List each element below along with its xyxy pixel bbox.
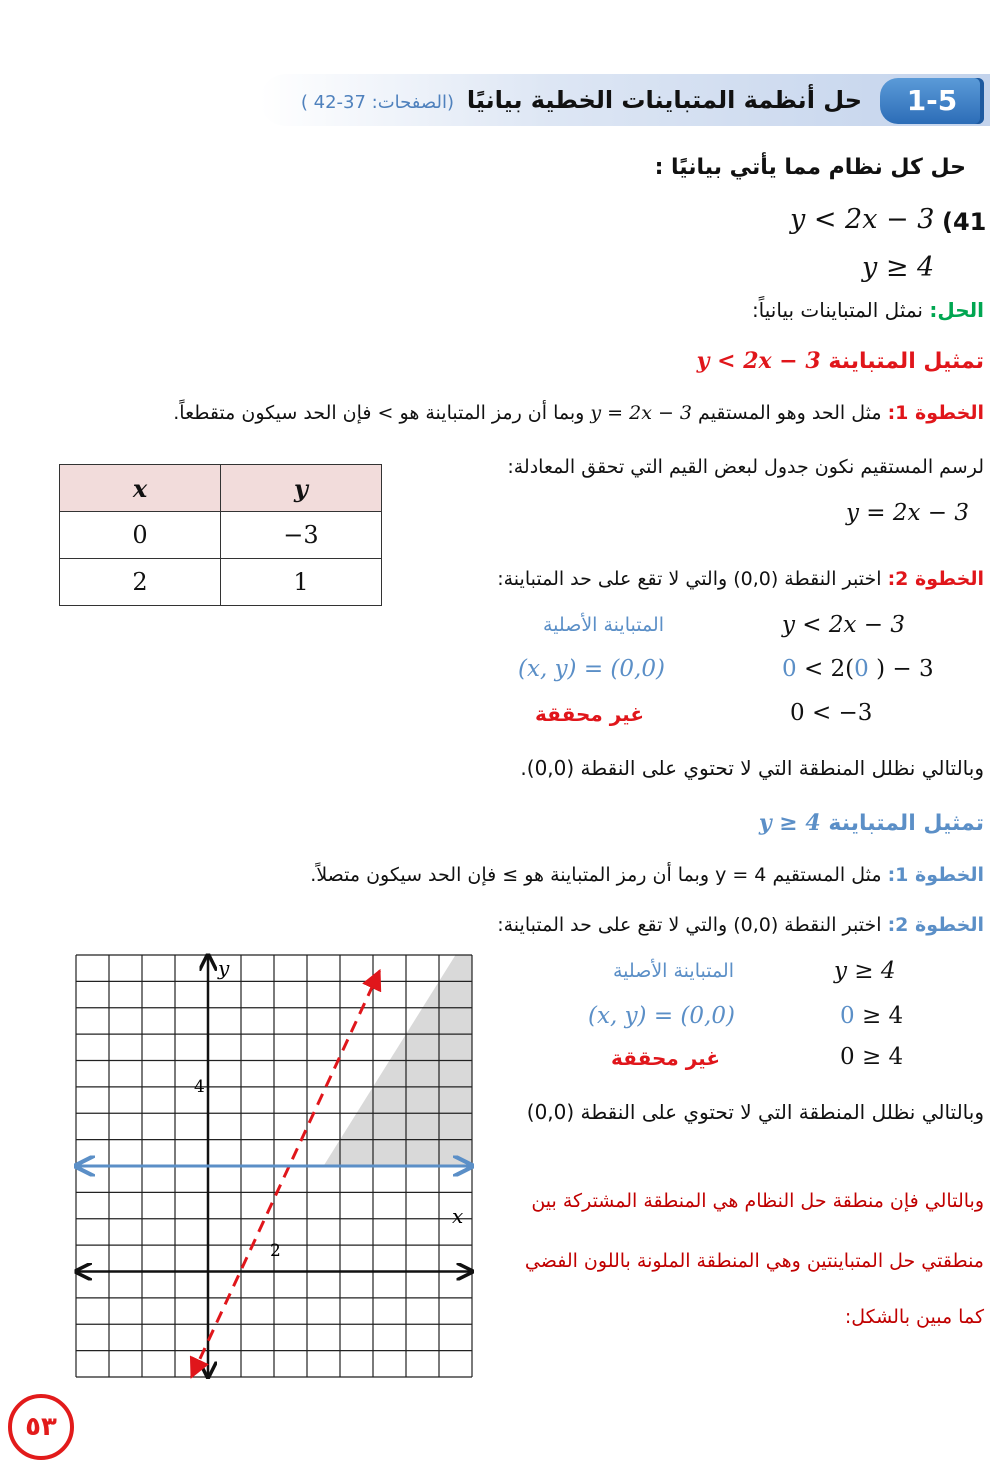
part2-sub-a: 0 xyxy=(840,1003,855,1029)
axis-x-label: x xyxy=(452,1204,464,1228)
part2-heading-math: y ≥ 4 xyxy=(758,810,821,836)
solution-line xyxy=(752,298,984,322)
part1-original-label: المتباينة الأصلية xyxy=(542,614,664,636)
part2-conclusion: وبالتالي نظلل المنطقة التي لا تحتوي على النقطة (0,0) xyxy=(526,1100,984,1124)
lesson-title-text: حل أنظمة المتباينات الخطية بيانيًا xyxy=(466,86,862,114)
part1-heading-math: y < 2x − 3 xyxy=(696,348,821,374)
table-header-y: y xyxy=(221,465,382,512)
part2-heading xyxy=(759,810,984,836)
lesson-number-tab: 1-5 xyxy=(880,78,984,124)
table-cell: 1 xyxy=(221,559,382,606)
part1-sub-a: 0 xyxy=(782,656,797,682)
part1-heading xyxy=(697,348,984,374)
table-equation: y = 2x − 3 xyxy=(846,500,970,526)
table-intro: لرسم المستقيم نكون جدول لبعض القيم التي تحقق المعادلة: xyxy=(507,456,984,478)
problem-ineq2: y ≥ 4 xyxy=(862,252,935,283)
part1-step1-label: الخطوة 1: xyxy=(887,402,984,424)
table-row xyxy=(60,512,382,559)
axis-y-label: y xyxy=(218,956,230,980)
part2-step1-text: مثل المستقيم y = 4 وبما أن رمز المتباينة هو ≥ فإن الحد سيكون متصلاً. xyxy=(310,864,882,886)
page-number-badge: ٥٣ xyxy=(8,1394,74,1460)
part2-step2 xyxy=(497,914,984,936)
table-cell: −3 xyxy=(221,512,382,559)
y-tick-label-4: 4 xyxy=(194,1077,205,1097)
table-cell: 0 xyxy=(60,512,221,559)
table-cell: 2 xyxy=(60,559,221,606)
part1-step1 xyxy=(173,402,984,424)
part2-step1 xyxy=(310,864,984,886)
part2-substitution xyxy=(840,1003,903,1029)
part2-step1-label: الخطوة 1: xyxy=(887,864,984,886)
part2-original-math: y ≥ 4 xyxy=(834,958,896,984)
part1-false-label: غير محققة xyxy=(535,702,644,726)
part1-conclusion: وبالتالي نظلل المنطقة التي لا تحتوي على النقطة (0,0). xyxy=(520,756,984,780)
x-tick-label-2: 2 xyxy=(270,1241,281,1261)
part1-step1-text-a: مثل الحد وهو المستقيم xyxy=(698,402,882,424)
table-row xyxy=(60,559,382,606)
part1-sub-b: < 2( xyxy=(796,656,855,682)
final-line-3: كما مبين بالشكل: xyxy=(844,1306,984,1328)
part2-original-label: المتباينة الأصلية xyxy=(612,960,734,982)
part1-sub-c: 0 xyxy=(854,656,869,682)
part1-step2-text: اختبر النقطة (0,0) والتي لا تقع على حد المتباينة: xyxy=(497,568,882,590)
final-line-2: منطقتي حل المتباينتين وهي المنطقة الملونة باللون الفضي xyxy=(524,1250,984,1272)
lesson-title xyxy=(467,86,862,114)
part2-step2-label: الخطوة 2: xyxy=(887,914,984,936)
final-line-1: وبالتالي فإن منطقة حل النظام هي المنطقة المشتركة بين xyxy=(531,1190,984,1212)
solution-text: نمثل المتباينات بيانياً: xyxy=(751,298,923,322)
pages-reference: (الصفحات: 37-42 ) xyxy=(300,92,454,113)
problem-ineq1: y < 2x − 3 xyxy=(790,204,935,235)
solution-label: الحل: xyxy=(929,298,984,322)
part1-original-math: y < 2x − 3 xyxy=(782,612,906,638)
part2-heading-text: تمثيل المتباينة xyxy=(828,811,984,836)
part2-step2-text: اختبر النقطة (0,0) والتي لا تقع على حد المتباينة: xyxy=(497,914,882,936)
part1-step2-label: الخطوة 2: xyxy=(887,568,984,590)
part1-step1-math: y = 2x − 3 xyxy=(590,402,692,424)
part2-false-label: غير محققة xyxy=(611,1046,720,1070)
problem-number: (41 xyxy=(942,208,987,236)
table-header-x: x xyxy=(60,465,221,512)
part1-step1-text-b: وبما أن رمز المتباينة هو > فإن الحد سيكون متقطعاً. xyxy=(173,402,585,424)
part2-sub-b: ≥ 4 xyxy=(854,1003,904,1029)
part1-step2 xyxy=(497,568,984,590)
part2-result-math: 0 ≥ 4 xyxy=(840,1044,904,1070)
part1-point-label: (x, y) = (0,0) xyxy=(518,656,665,682)
boundary-line-dashed xyxy=(192,971,380,1377)
part1-heading-text: تمثيل المتباينة xyxy=(828,349,984,374)
part1-result-math: 0 < −3 xyxy=(790,700,873,726)
intro-text: حل كل نظام مما يأتي بيانيًا : xyxy=(654,155,966,180)
part1-substitution xyxy=(782,656,934,682)
values-table xyxy=(59,464,382,606)
part2-point-label: (x, y) = (0,0) xyxy=(588,1003,735,1029)
part1-sub-d: ) − 3 xyxy=(868,656,934,682)
coordinate-graph xyxy=(60,945,490,1395)
